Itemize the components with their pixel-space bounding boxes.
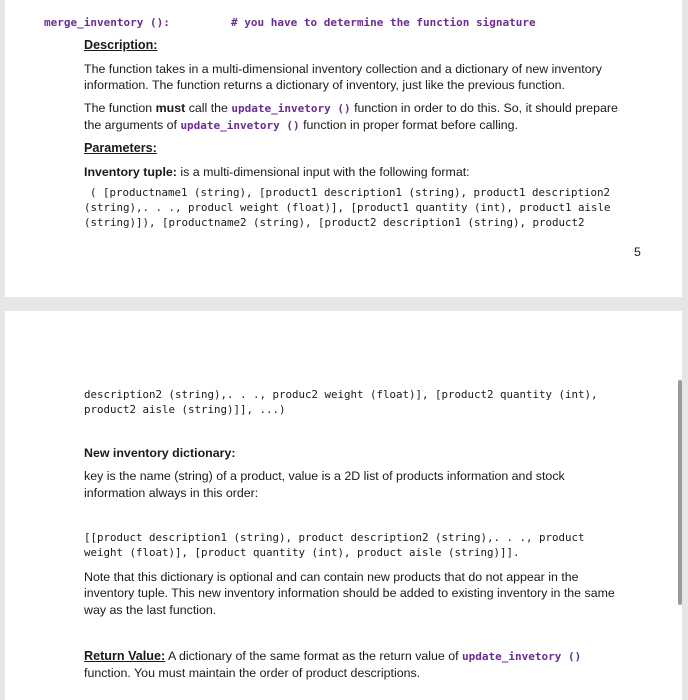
vertical-scrollbar[interactable] [678, 380, 682, 605]
document-page-1 [5, 0, 682, 297]
parameters-heading: Parameters: [84, 141, 157, 155]
return-value-line: Return Value: A dictionary of the same format as the return value of update_invetory () [84, 649, 582, 663]
list-code-line-2: weight (float)], [product quantity (int), product aisle (string)]]. [84, 546, 520, 559]
document-page-2 [5, 311, 682, 700]
tuple-code-line-2: (string),. . ., producl weight (float)], [product1 quantity (int), product1 aisle [84, 201, 611, 214]
page-number: 5 [634, 245, 641, 259]
list-code-line-1: [[product description1 (string), product description2 (string),. . ., product [84, 531, 585, 544]
function-signature: merge_inventory (): [44, 16, 170, 29]
dictionary-line-2: information always in this order: [84, 486, 259, 500]
tuple-code-line-3: (string)]), [productname2 (string), [product2 description1 (string), product2 [84, 216, 585, 229]
return-value-line-2: function. You must maintain the order of product descriptions. [84, 666, 421, 680]
inventory-tuple-line: Inventory tuple: is a multi-dimensional input with the following format: [84, 165, 470, 179]
dictionary-line-1: key is the name (string) of a product, value is a 2D list of products information and stock [84, 469, 565, 483]
tuple-code-line-4: description2 (string),. . ., produc2 weight (float)], [product2 quantity (int), [84, 388, 598, 401]
must-call-line: The function must call the update_invetory () function in order to do this. So, it should prepare [84, 101, 618, 115]
description-line-1: The function takes in a multi-dimensional inventory collection and a dictionary of new inventory [84, 62, 602, 76]
signature-comment: # you have to determine the function signature [231, 16, 536, 29]
arguments-line: the arguments of update_invetory () function in proper format before calling. [84, 118, 518, 132]
tuple-code-line-5: product2 aisle (string)]], ...) [84, 403, 286, 416]
note-line-2: inventory tuple. This new inventory information should be added to existing inventory in the same [84, 586, 615, 600]
description-line-2: information. The function returns a dictionary of inventory, just like the previous function. [84, 78, 565, 92]
dictionary-heading: New inventory dictionary: [84, 446, 236, 460]
note-line-1: Note that this dictionary is optional and can contain new products that do not appear in the [84, 570, 579, 584]
note-line-3: way as the last function. [84, 603, 217, 617]
description-heading: Description: [84, 38, 158, 52]
tuple-code-line-1: ( [productname1 (string), [product1 description1 (string), product1 description2 [90, 186, 611, 199]
